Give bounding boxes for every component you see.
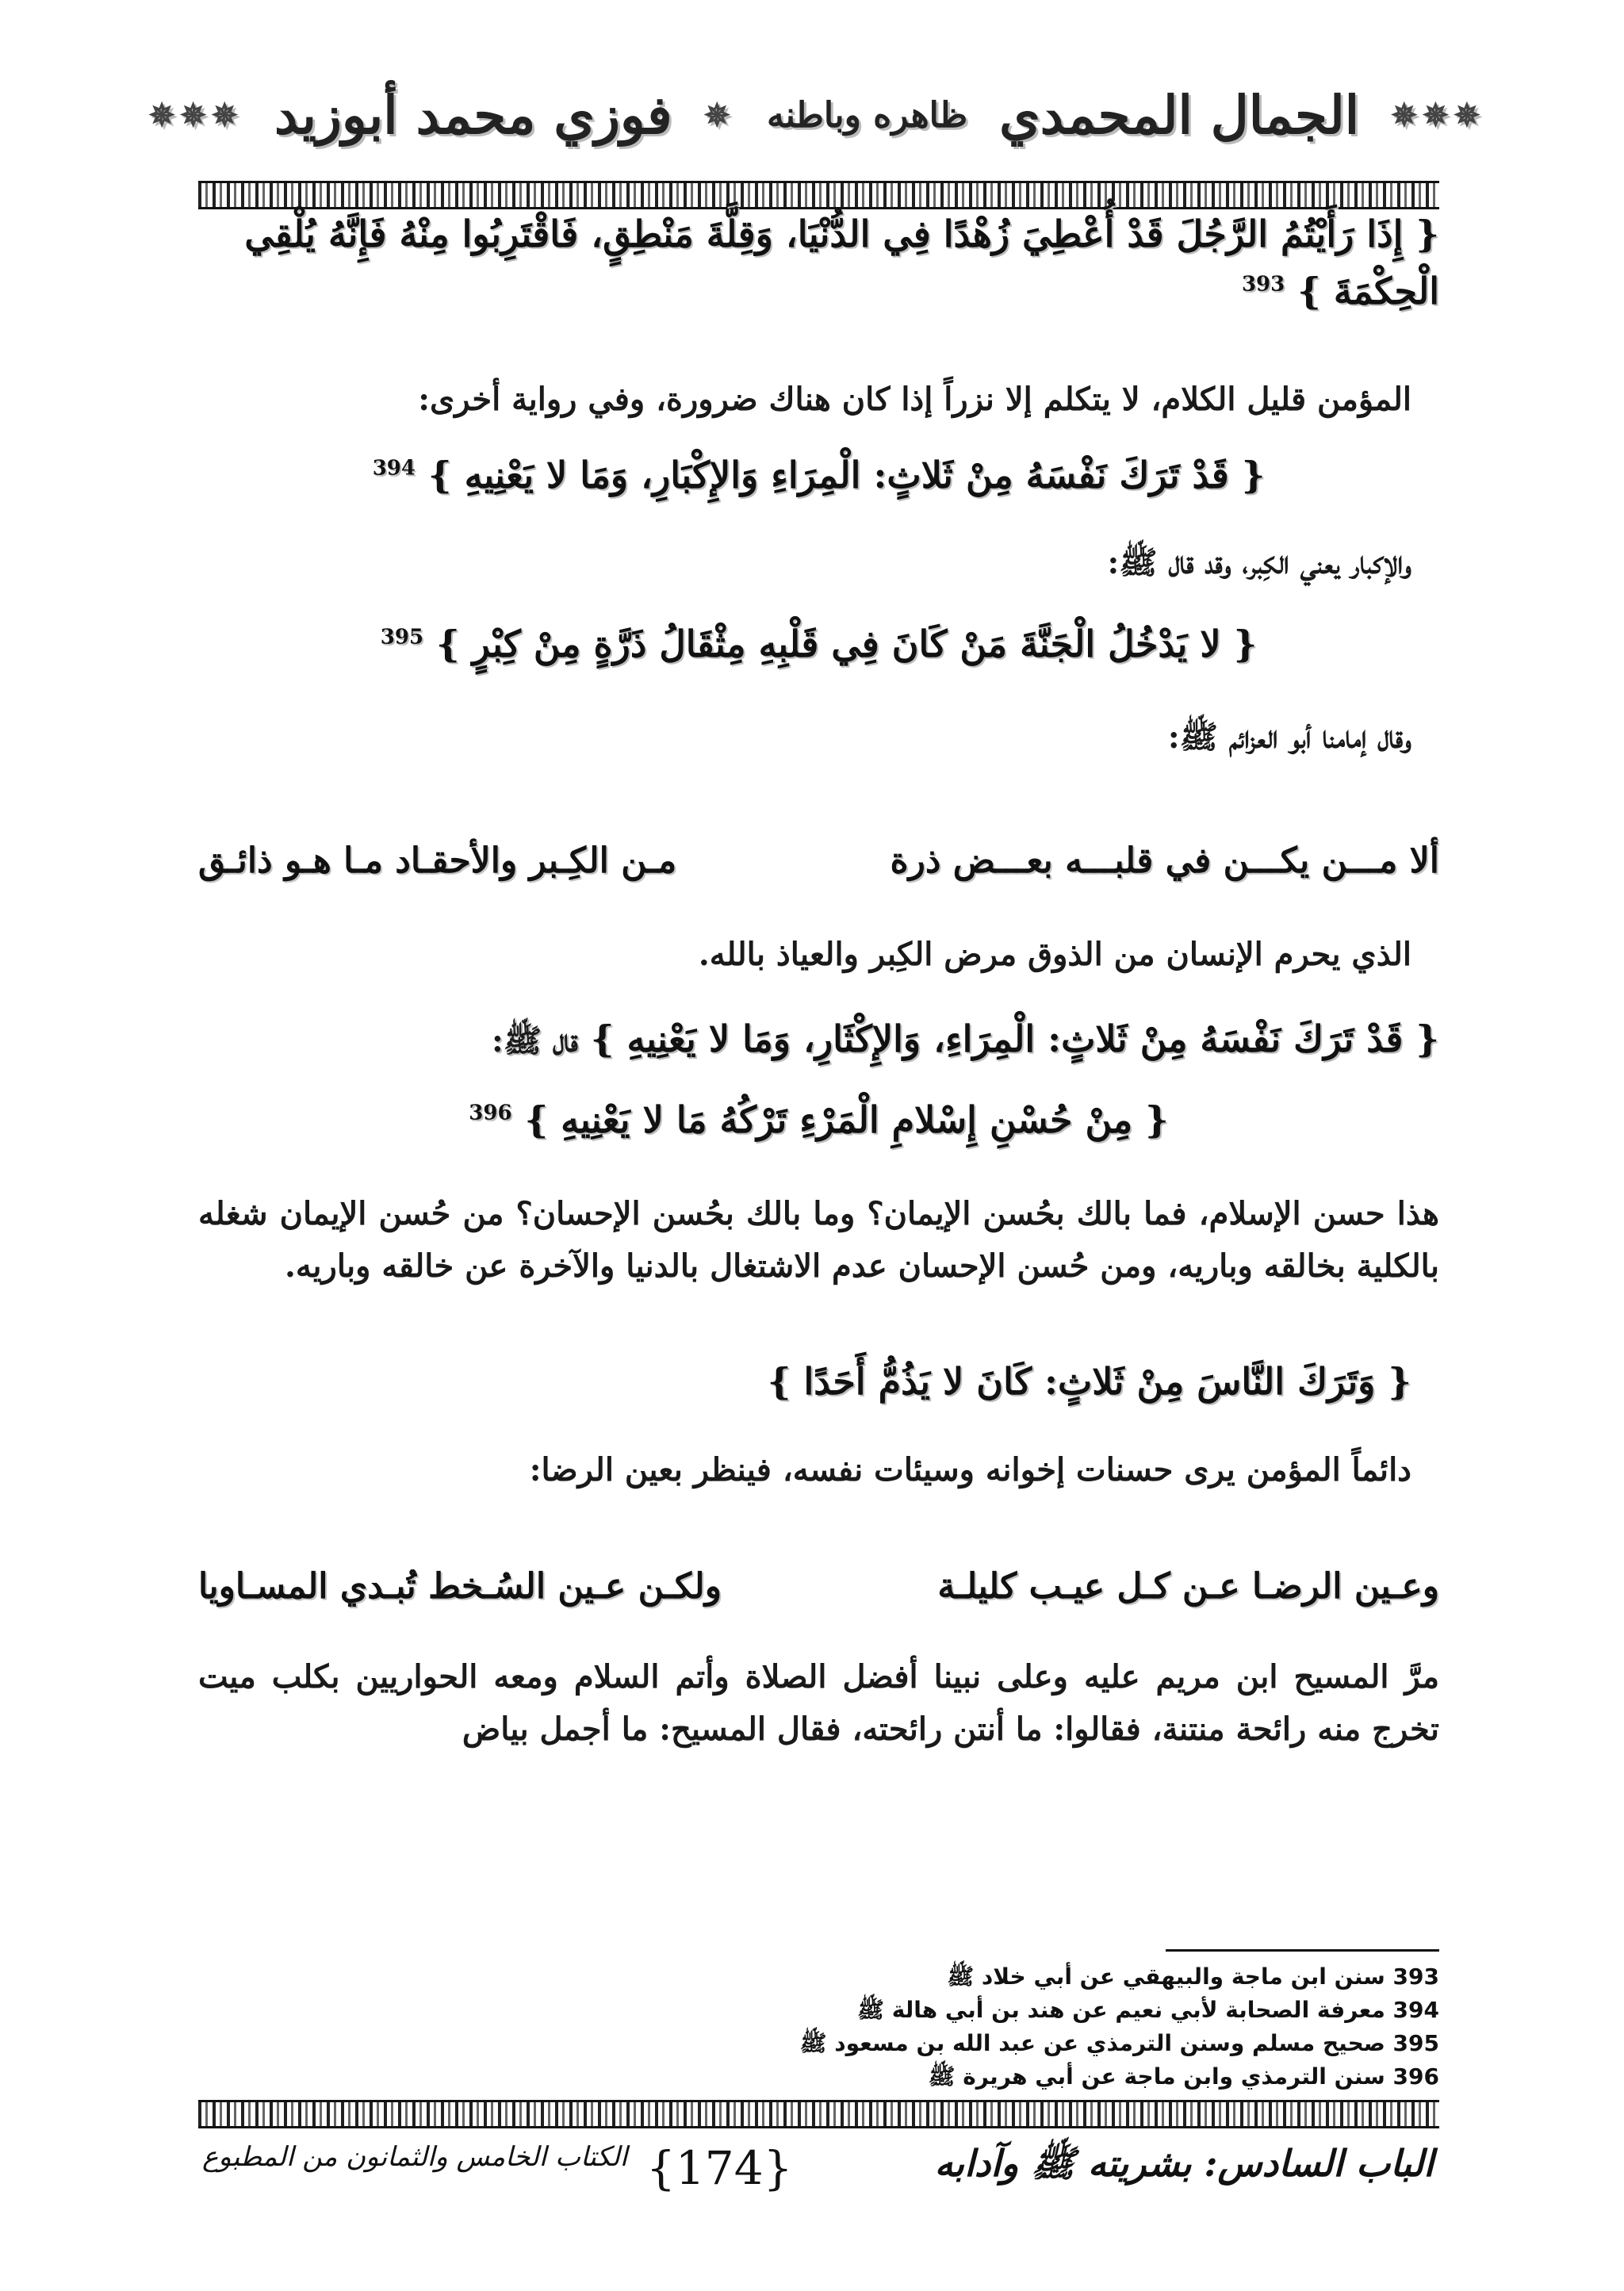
hadith-1-end: الْحِكْمَةَ } <box>1297 270 1439 312</box>
footnote-393: 393 سنن ابن ماجة والبيهقي عن أبي خلاد ﷺ <box>947 1963 1439 1990</box>
footnote-ref-395: 395 <box>380 625 424 649</box>
hadith-3 <box>198 623 1439 665</box>
footnote-separator <box>1166 1949 1439 1952</box>
footnote-396: 396 سنن الترمذي وابن ماجة عن أبي هريرة ﷺ <box>928 2063 1439 2090</box>
ornament-middle: ✵ <box>703 96 736 134</box>
paragraph-6: دائماً المؤمن يرى حسنات إخوانه وسيئات نفسه، فينظر بعين الرضا: <box>529 1451 1411 1488</box>
footnote-ref-394: 394 <box>372 456 416 481</box>
page-header <box>148 56 1485 174</box>
ornament-right: ✵✵✵ <box>1391 96 1485 134</box>
hadith-3-text: { لا يَدْخُلُ الْجَنَّةَ مَنْ كَانَ فِي قَلْبِهِ مِثْقَالُ ذَرَّةٍ مِنْ كِبْرٍ } <box>436 623 1258 665</box>
footnote-ref-396: 396 <box>469 1101 512 1125</box>
paragraph-3: وقال إمامنا أبو العزائم ﷺ: <box>1167 718 1411 756</box>
footnote-394: 394 معرفة الصحابة لأبي نعيم عن هند بن أبي هالة ﷺ <box>857 1997 1439 2023</box>
book-subtitle: ظاهره وباطنه <box>767 94 968 136</box>
page-number: {174} <box>646 2141 793 2195</box>
hadith-5 <box>198 1098 1439 1141</box>
hadith-6: { وَتَرَكَ النَّاسَ مِنْ ثَلاثٍ: كَانَ لا يَذُمُّ أَحَدًا } <box>767 1360 1411 1403</box>
poem-1-second-hemistich: مـن الكِـبر والأحقـاد مـا هـو ذائـق <box>198 841 677 881</box>
ornament-left: ✵✵✵ <box>148 96 243 134</box>
footer-book-title: الكتاب الخامس والثمانون من المطبوع <box>202 2141 628 2173</box>
hadith-1-line-1: { إِذَا رَأَيْتُمُ الرَّجُلَ قَدْ أُعْطِيَ زُهْدًا فِي الدُّنْيَا، وَقِلَّةَ مَنْطِقٍ، فَاقْتَرِبُوا مِنْهُ فَإِنَّهُ يُلْقِي <box>244 213 1439 255</box>
footer-border <box>198 2100 1439 2128</box>
hadith-2-text: { قَدْ تَرَكَ نَفْسَهُ مِنْ ثَلاثٍ: الْمِرَاءِ وَالإِكْبَارِ، وَمَا لا يَعْنِيهِ } <box>427 454 1266 496</box>
hadith-2 <box>198 454 1439 496</box>
hadith-4 <box>492 1017 1439 1067</box>
paragraph-1: المؤمن قليل الكلام، لا يتكلم إلا نزراً إذا كان هناك ضرورة، وفي رواية أخرى: <box>418 381 1411 418</box>
header-border <box>198 181 1439 209</box>
hadith-1-line-2 <box>1242 270 1439 312</box>
poem-1-first-hemistich: ألا مـــن يكـــن في قلبـــه بعـــض ذرة <box>890 841 1439 881</box>
hadith-4-tail: قال ﷺ: <box>491 1022 578 1059</box>
paragraph-2: والإكبار يعني الكِبر، وقد قال ﷺ: <box>1107 544 1411 581</box>
hadith-5-text: { مِنْ حُسْنِ إِسْلامِ الْمَرْءِ تَرْكُهُ مَا لا يَعْنِيهِ } <box>524 1098 1169 1141</box>
hadith-4-text: { قَدْ تَرَكَ نَفْسَهُ مِنْ ثَلاثٍ: الْمِرَاءِ، وَالإِكْثَارِ، وَمَا لا يَعْنِيهِ } <box>590 1017 1439 1060</box>
poem-verse-1 <box>198 841 1439 896</box>
footnote-ref-393: 393 <box>1241 272 1285 297</box>
paragraph-5: هذا حسن الإسلام، فما بالك بحُسن الإيمان؟ وما بالك بحُسن الإحسان؟ من حُسن الإيمان شغله بالكلية بخالقه وباريه، ومن حُسن الإحسان عدم الاشتغال بالدنيا والآخرة عن خالقه وباريه. <box>198 1195 1439 1285</box>
poem-2-first-hemistich: وعـين الرضـا عـن كـل عيـب كليلـة <box>937 1566 1439 1607</box>
header-title <box>148 71 1485 159</box>
footer-chapter-title: الباب السادس: بشريته ﷺ وآدابه <box>934 2142 1434 2185</box>
paragraph-4: الذي يحرم الإنسان من الذوق مرض الكِبر والعياذ بالله. <box>698 936 1411 973</box>
book-title: الجمال المحمدي <box>999 84 1360 146</box>
footnote-395: 395 صحيح مسلم وسنن الترمذي عن عبد الله بن مسعود ﷺ <box>799 2030 1439 2056</box>
author-name: فوزي محمد أبوزيد <box>274 84 672 146</box>
paragraph-7: مرَّ المسيح ابن مريم عليه وعلى نبينا أفضل الصلاة وأتم السلام ومعه الحواريين بكلب ميت تخرج منه رائحة منتنة، فقالوا: ما أنتن رائحته، فقال المسيح: ما أجمل بياض <box>198 1658 1439 1748</box>
poem-2-second-hemistich: ولكـن عـين السُـخط تُبـدي المسـاويا <box>198 1566 722 1607</box>
poem-verse-2 <box>198 1566 1439 1622</box>
